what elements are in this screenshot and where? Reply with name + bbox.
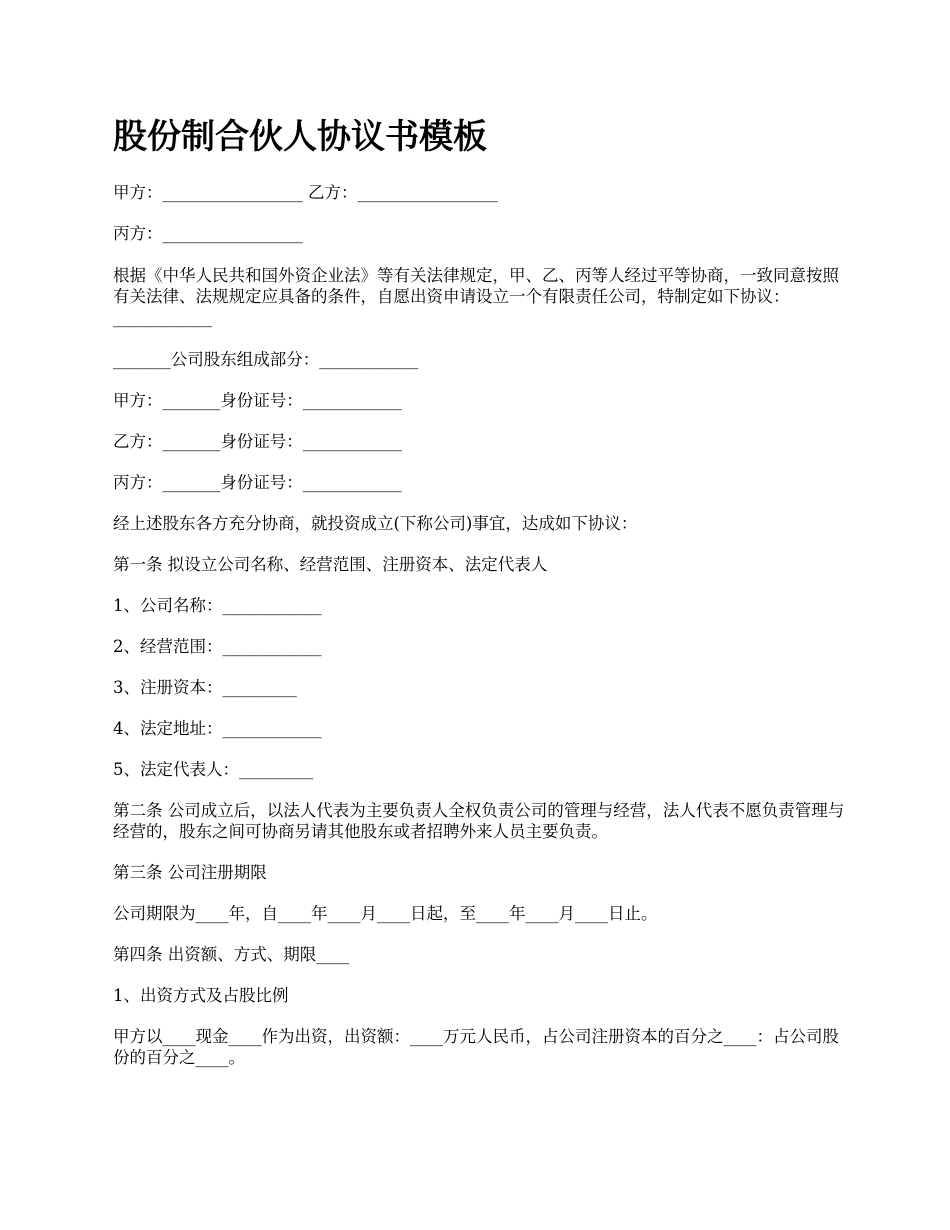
document-title: 股份制合伙人协议书模板 xyxy=(113,117,487,157)
preamble-paragraph: 根据《中华人民共和国外资企业法》等有关法律规定，甲、乙、丙等人经过平等协商，一致同意按照有关法律、法规规定应具备的条件，自愿出资申请设立一个有限责任公司，特制定如下协议：____________ xyxy=(113,266,839,327)
agreement-intro-line: 经上述股东各方充分协商，就投资成立(下称公司)事宜，达成如下协议： xyxy=(113,514,638,533)
article-1-heading: 第一条 拟设立公司名称、经营范围、注册资本、法定代表人 xyxy=(113,555,548,574)
article-2-paragraph: 第二条 公司成立后，以法人代表为主要负责人全权负责公司的管理与经营，法人代表不愿负责管理与经营的，股东之间可协商另请其他股东或者招聘外来人员主要负责。 xyxy=(113,801,845,841)
registered-capital-line: 3、注册资本：_________ xyxy=(113,678,297,697)
article-3-heading: 第三条 公司注册期限 xyxy=(113,863,267,882)
party-c-id-line: 丙方：_______身份证号：____________ xyxy=(113,473,402,492)
shareholder-composition-line: _______公司股东组成部分：____________ xyxy=(113,350,419,369)
legal-address-line: 4、法定地址：____________ xyxy=(113,719,322,738)
party-b-id-line: 乙方：_______身份证号：____________ xyxy=(113,432,402,451)
company-term-line: 公司期限为____年，自____年____月____日起，至____年____月____日止。 xyxy=(113,904,658,923)
party-a-b-line: 甲方：_________________ 乙方：_________________ xyxy=(113,183,498,202)
contribution-method-heading: 1、出资方式及占股比例 xyxy=(113,986,289,1005)
article-4-heading: 第四条 出资额、方式、期限____ xyxy=(113,945,350,964)
company-name-line: 1、公司名称：____________ xyxy=(113,596,322,615)
party-a-contribution-paragraph: 甲方以____现金____作为出资，出资额：____万元人民币，占公司注册资本的百分之____：占公司股份的百分之____。 xyxy=(113,1027,839,1067)
party-a-id-line: 甲方：_______身份证号：____________ xyxy=(113,391,402,410)
legal-representative-line: 5、法定代表人：_________ xyxy=(113,760,314,779)
party-c-line: 丙方：_________________ xyxy=(113,224,303,243)
business-scope-line: 2、经营范围：____________ xyxy=(113,637,322,656)
